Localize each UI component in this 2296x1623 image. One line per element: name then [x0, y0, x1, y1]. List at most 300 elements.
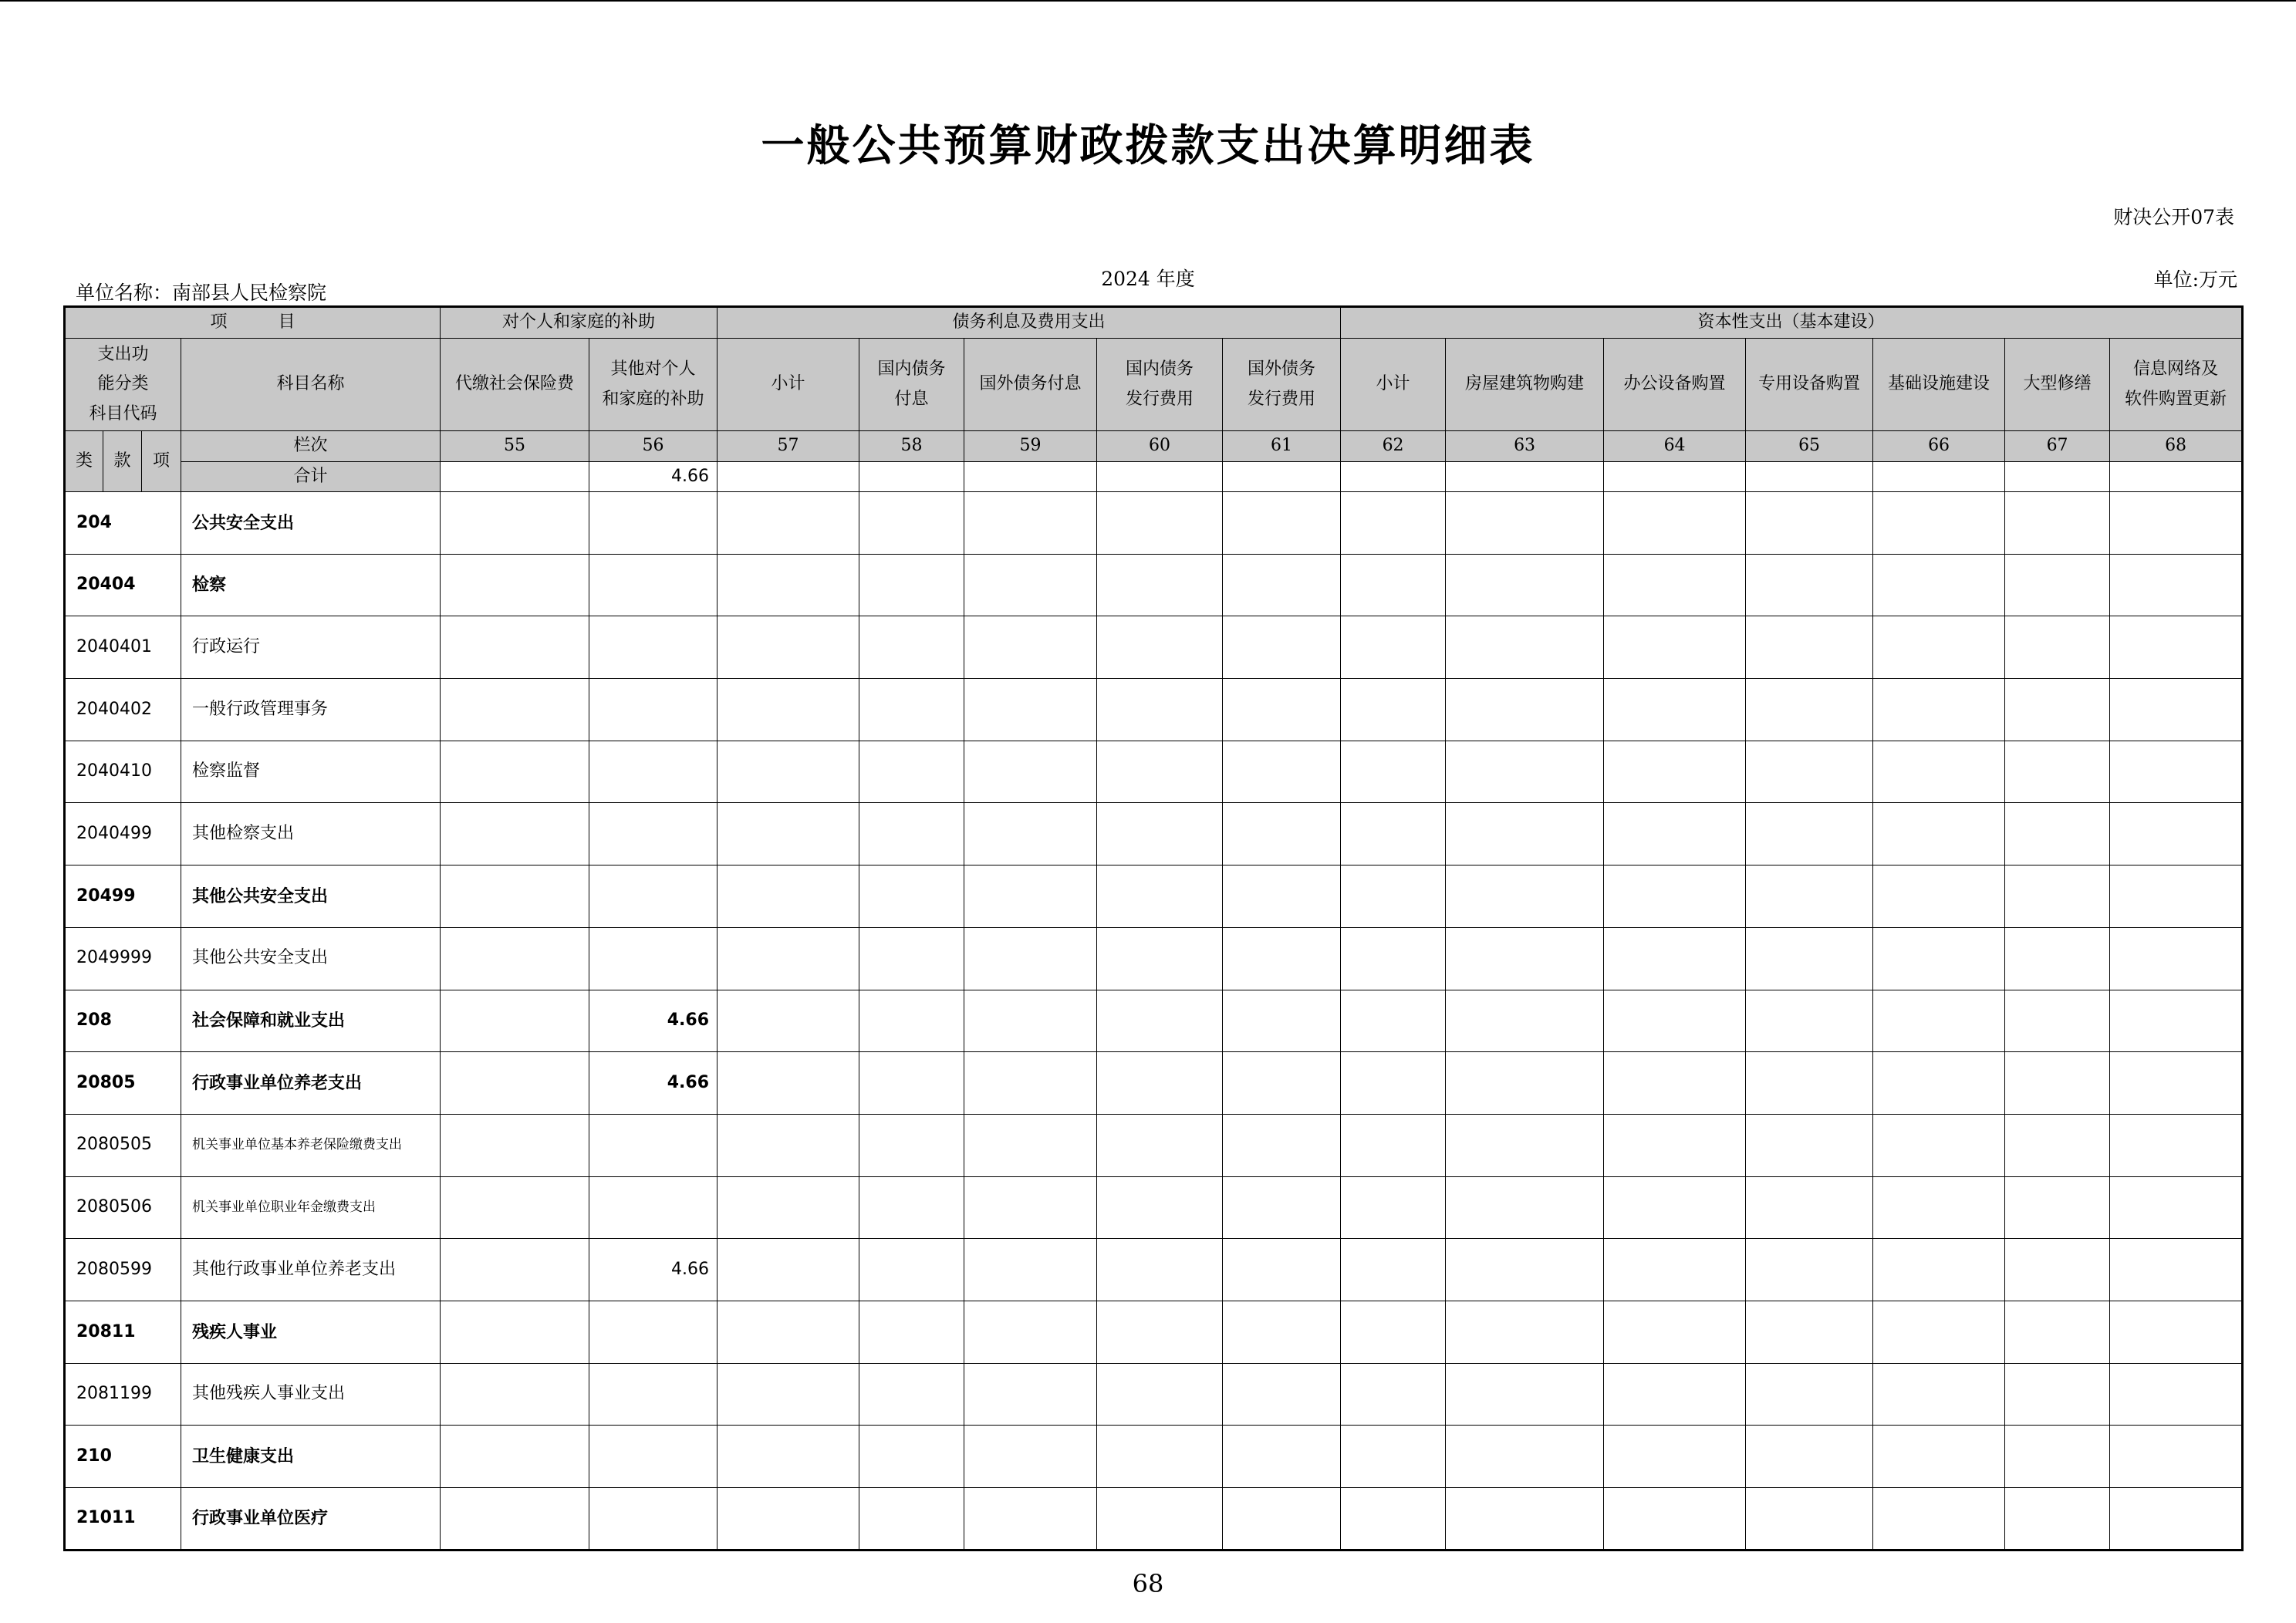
column-number: 68: [2110, 431, 2243, 462]
value-cell: [1604, 1363, 1746, 1426]
column-header: 专用设备购置: [1746, 339, 1873, 431]
value-cell: [1341, 741, 1446, 803]
subject-code: 2049999: [65, 927, 181, 990]
value-cell: [1746, 803, 1873, 865]
value-cell: [1223, 1052, 1341, 1115]
value-cell: [1097, 1488, 1223, 1550]
value-cell: [1097, 1363, 1223, 1426]
value-cell: [1604, 990, 1746, 1052]
column-number: 58: [859, 431, 964, 462]
value-cell: [1604, 1239, 1746, 1301]
value-cell: [1097, 1176, 1223, 1239]
subject-name: 其他残疾人事业支出: [181, 1363, 441, 1426]
value-cell: [1873, 492, 2005, 555]
value-cell: [1223, 990, 1341, 1052]
value-cell: [441, 803, 589, 865]
table-row: [65, 1114, 2243, 1176]
column-number: 57: [718, 431, 859, 462]
table-row: [65, 865, 2243, 928]
value-cell: [1223, 1301, 1341, 1363]
value-cell: [1341, 1114, 1446, 1176]
value-cell: [1223, 803, 1341, 865]
value-cell: [1873, 679, 2005, 741]
column-header: 办公设备购置: [1604, 339, 1746, 431]
value-cell: [718, 1239, 859, 1301]
total-value-cell: [1223, 461, 1341, 492]
table-row: [65, 741, 2243, 803]
subject-name: 公共安全支出: [181, 492, 441, 555]
value-cell: [441, 865, 589, 928]
value-cell: [964, 865, 1097, 928]
table-row: [65, 679, 2243, 741]
value-cell: [441, 1426, 589, 1488]
value-cell: [859, 741, 964, 803]
value-cell: [1446, 1301, 1604, 1363]
value-cell: [1604, 1114, 1746, 1176]
value-cell: [589, 492, 718, 555]
group-debt-header: 债务利息及费用支出: [718, 307, 1341, 339]
value-cell: [1446, 616, 1604, 679]
value-cell: [1446, 1239, 1604, 1301]
value-cell: [2110, 616, 2243, 679]
value-cell: [1341, 1239, 1446, 1301]
value-cell: [1223, 1488, 1341, 1550]
table-row: [65, 990, 2243, 1052]
value-cell: [1223, 616, 1341, 679]
value-cell: [2005, 492, 2110, 555]
value-cell: [1446, 1052, 1604, 1115]
value-cell: [2005, 1426, 2110, 1488]
subject-name: 行政运行: [181, 616, 441, 679]
page-title: 一般公共预算财政拨款支出决算明细表: [761, 120, 1535, 171]
value-cell: [859, 1488, 964, 1550]
value-cell: [859, 865, 964, 928]
subject-code: 2040402: [65, 679, 181, 741]
total-value-cell: [1873, 461, 2005, 492]
value-cell: [859, 492, 964, 555]
value-cell: [2005, 616, 2110, 679]
value-cell: [964, 554, 1097, 616]
value-cell: [1873, 927, 2005, 990]
value-cell: [2005, 1052, 2110, 1115]
table-row: [65, 1363, 2243, 1426]
value-cell: [718, 554, 859, 616]
value-cell: [1873, 1052, 2005, 1115]
page-number: 68: [1132, 1569, 1164, 1598]
value-cell: [2110, 1363, 2243, 1426]
value-cell: [1873, 1176, 2005, 1239]
item-header: 项 目: [65, 307, 441, 339]
subject-name: 行政事业单位医疗: [181, 1488, 441, 1550]
value-cell: [1097, 679, 1223, 741]
value-cell: [441, 741, 589, 803]
value-cell: [964, 616, 1097, 679]
value-cell: [1341, 990, 1446, 1052]
value-cell: [1873, 865, 2005, 928]
value-cell: [1446, 1426, 1604, 1488]
value-cell: [589, 865, 718, 928]
value-cell: [859, 1239, 964, 1301]
subject-code: 20811: [65, 1301, 181, 1363]
value-cell: [2005, 741, 2110, 803]
currency-unit: 单位:万元: [2153, 268, 2237, 291]
value-cell: 4.66: [589, 990, 718, 1052]
table-row: [65, 1301, 2243, 1363]
value-cell: 4.66: [589, 1239, 718, 1301]
value-cell: [1604, 741, 1746, 803]
value-cell: [1446, 865, 1604, 928]
value-cell: [589, 741, 718, 803]
value-cell: [1097, 927, 1223, 990]
total-value-cell: [1446, 461, 1604, 492]
value-cell: [964, 927, 1097, 990]
value-cell: [1446, 1114, 1604, 1176]
value-cell: [1873, 1301, 2005, 1363]
value-cell: [964, 1052, 1097, 1115]
value-cell: [1446, 492, 1604, 555]
value-cell: [964, 1426, 1097, 1488]
value-cell: [1097, 741, 1223, 803]
value-cell: [1873, 554, 2005, 616]
value-cell: [1097, 616, 1223, 679]
subject-code: 208: [65, 990, 181, 1052]
value-cell: [1341, 1363, 1446, 1426]
total-value-cell: [1746, 461, 1873, 492]
total-value-cell: [1604, 461, 1746, 492]
table-row: [65, 616, 2243, 679]
value-cell: [1341, 865, 1446, 928]
value-cell: [589, 1488, 718, 1550]
column-number: 64: [1604, 431, 1746, 462]
column-number: 59: [964, 431, 1097, 462]
value-cell: [441, 1114, 589, 1176]
table-row: [65, 492, 2243, 555]
column-header: 小计: [718, 339, 859, 431]
func-code-header: 支出功 能分类 科目代码: [65, 339, 181, 431]
value-cell: [1746, 1426, 1873, 1488]
subject-name-header: 科目名称: [181, 339, 441, 431]
lei-header: 类: [65, 431, 103, 492]
value-cell: [1097, 865, 1223, 928]
value-cell: [1446, 1363, 1604, 1426]
value-cell: [1223, 492, 1341, 555]
total-value-cell: [1341, 461, 1446, 492]
subject-name: 行政事业单位养老支出: [181, 1052, 441, 1115]
value-cell: [859, 1176, 964, 1239]
value-cell: [1604, 1426, 1746, 1488]
column-header: 房屋建筑物购建: [1446, 339, 1604, 431]
value-cell: [1604, 927, 1746, 990]
value-cell: [1223, 1114, 1341, 1176]
value-cell: [1097, 1426, 1223, 1488]
value-cell: [1446, 1176, 1604, 1239]
value-cell: [1341, 1052, 1446, 1115]
value-cell: [2110, 1176, 2243, 1239]
value-cell: [2005, 1239, 2110, 1301]
column-number: 63: [1446, 431, 1604, 462]
value-cell: [964, 990, 1097, 1052]
subject-name: 其他公共安全支出: [181, 927, 441, 990]
column-header: 小计: [1341, 339, 1446, 431]
subject-code: 2040499: [65, 803, 181, 865]
column-number: 62: [1341, 431, 1446, 462]
value-cell: [2110, 803, 2243, 865]
value-cell: [1873, 1363, 2005, 1426]
column-header: 国外债务付息: [964, 339, 1097, 431]
value-cell: [1341, 492, 1446, 555]
value-cell: [589, 616, 718, 679]
value-cell: [859, 803, 964, 865]
value-cell: [859, 679, 964, 741]
value-cell: [1341, 927, 1446, 990]
value-cell: [1341, 1426, 1446, 1488]
subject-name: 检察监督: [181, 741, 441, 803]
value-cell: [1446, 741, 1604, 803]
value-cell: [859, 1052, 964, 1115]
table-row: [65, 1426, 2243, 1488]
subject-code: 21011: [65, 1488, 181, 1550]
value-cell: [718, 741, 859, 803]
unit-name: 单位名称：南部县人民检察院: [76, 282, 327, 304]
subject-name: 机关事业单位基本养老保险缴费支出: [181, 1114, 441, 1176]
value-cell: [2005, 679, 2110, 741]
value-cell: [718, 1488, 859, 1550]
value-cell: [441, 554, 589, 616]
subject-code: 2080505: [65, 1114, 181, 1176]
value-cell: [1746, 1176, 1873, 1239]
subject-name: 社会保障和就业支出: [181, 990, 441, 1052]
value-cell: [2110, 990, 2243, 1052]
value-cell: [1873, 1114, 2005, 1176]
value-cell: [2110, 1488, 2243, 1550]
value-cell: [1446, 927, 1604, 990]
subject-code: 20499: [65, 865, 181, 928]
value-cell: [964, 679, 1097, 741]
value-cell: [441, 616, 589, 679]
total-value-cell: 4.66: [589, 461, 718, 492]
value-cell: [441, 1052, 589, 1115]
value-cell: [2005, 865, 2110, 928]
value-cell: [589, 803, 718, 865]
value-cell: [859, 1114, 964, 1176]
table-row: [65, 1488, 2243, 1550]
value-cell: [1223, 1426, 1341, 1488]
subject-code: 2040401: [65, 616, 181, 679]
value-cell: [964, 1176, 1097, 1239]
total-value-cell: [859, 461, 964, 492]
column-number: 55: [441, 431, 589, 462]
subject-name: 其他行政事业单位养老支出: [181, 1239, 441, 1301]
value-cell: [718, 927, 859, 990]
value-cell: [718, 865, 859, 928]
value-cell: [1746, 1363, 1873, 1426]
value-cell: [2005, 1301, 2110, 1363]
value-cell: [441, 1239, 589, 1301]
value-cell: [441, 990, 589, 1052]
value-cell: [2005, 554, 2110, 616]
table-row: [65, 803, 2243, 865]
value-cell: [1223, 1239, 1341, 1301]
value-cell: [1223, 1363, 1341, 1426]
total-value-cell: [441, 461, 589, 492]
value-cell: [1873, 616, 2005, 679]
value-cell: [1873, 990, 2005, 1052]
value-cell: [1873, 1239, 2005, 1301]
value-cell: [1097, 990, 1223, 1052]
value-cell: [2110, 554, 2243, 616]
value-cell: [2110, 741, 2243, 803]
value-cell: [859, 1301, 964, 1363]
table-row: [65, 927, 2243, 990]
column-number: 61: [1223, 431, 1341, 462]
value-cell: [964, 1239, 1097, 1301]
column-header: 国内债务 付息: [859, 339, 964, 431]
value-cell: [718, 1426, 859, 1488]
value-cell: [1746, 616, 1873, 679]
subject-code: 210: [65, 1426, 181, 1488]
column-header: 基础设施建设: [1873, 339, 2005, 431]
value-cell: [2005, 1488, 2110, 1550]
subject-code: 2080506: [65, 1176, 181, 1239]
value-cell: 4.66: [589, 1052, 718, 1115]
value-cell: [1223, 1176, 1341, 1239]
group-personal-header: 对个人和家庭的补助: [441, 307, 718, 339]
value-cell: [1746, 1239, 1873, 1301]
column-header: 信息网络及 软件购置更新: [2110, 339, 2243, 431]
kuan-header: 款: [103, 431, 142, 492]
total-value-cell: [964, 461, 1097, 492]
column-number: 56: [589, 431, 718, 462]
value-cell: [1446, 554, 1604, 616]
total-label: 合计: [181, 461, 441, 492]
value-cell: [1604, 492, 1746, 555]
column-header: 代缴社会保险费: [441, 339, 589, 431]
value-cell: [1604, 1488, 1746, 1550]
total-value-cell: [718, 461, 859, 492]
value-cell: [1873, 741, 2005, 803]
table-row: [65, 554, 2243, 616]
value-cell: [1873, 803, 2005, 865]
value-cell: [2005, 803, 2110, 865]
column-header: 其他对个人 和家庭的补助: [589, 339, 718, 431]
value-cell: [2110, 1426, 2243, 1488]
value-cell: [1604, 1301, 1746, 1363]
value-cell: [589, 679, 718, 741]
subject-code: 20404: [65, 554, 181, 616]
value-cell: [2005, 990, 2110, 1052]
value-cell: [589, 1114, 718, 1176]
value-cell: [1223, 741, 1341, 803]
column-number: 60: [1097, 431, 1223, 462]
subject-code: 204: [65, 492, 181, 555]
value-cell: [718, 1176, 859, 1239]
value-cell: [1746, 1114, 1873, 1176]
value-cell: [441, 679, 589, 741]
value-cell: [1746, 1301, 1873, 1363]
value-cell: [1604, 1176, 1746, 1239]
subject-name: 其他检察支出: [181, 803, 441, 865]
value-cell: [1341, 1176, 1446, 1239]
value-cell: [1223, 679, 1341, 741]
value-cell: [1746, 741, 1873, 803]
value-cell: [1604, 803, 1746, 865]
subject-name: 一般行政管理事务: [181, 679, 441, 741]
value-cell: [1341, 554, 1446, 616]
value-cell: [859, 554, 964, 616]
total-value-cell: [2005, 461, 2110, 492]
value-cell: [964, 803, 1097, 865]
value-cell: [2005, 1176, 2110, 1239]
value-cell: [441, 927, 589, 990]
value-cell: [964, 492, 1097, 555]
value-cell: [2005, 1363, 2110, 1426]
value-cell: [1446, 1488, 1604, 1550]
value-cell: [589, 1363, 718, 1426]
subject-name: 卫生健康支出: [181, 1426, 441, 1488]
value-cell: [718, 492, 859, 555]
value-cell: [1446, 679, 1604, 741]
value-cell: [2110, 492, 2243, 555]
value-cell: [964, 1363, 1097, 1426]
value-cell: [1341, 616, 1446, 679]
value-cell: [1746, 1488, 1873, 1550]
value-cell: [718, 679, 859, 741]
value-cell: [441, 1363, 589, 1426]
value-cell: [859, 927, 964, 990]
value-cell: [1341, 1301, 1446, 1363]
value-cell: [964, 1488, 1097, 1550]
value-cell: [1873, 1426, 2005, 1488]
value-cell: [1604, 616, 1746, 679]
value-cell: [859, 990, 964, 1052]
value-cell: [1446, 990, 1604, 1052]
value-cell: [1746, 554, 1873, 616]
value-cell: [1341, 679, 1446, 741]
value-cell: [2110, 1114, 2243, 1176]
value-cell: [1223, 927, 1341, 990]
subject-code: 2040410: [65, 741, 181, 803]
value-cell: [964, 741, 1097, 803]
value-cell: [718, 1052, 859, 1115]
value-cell: [441, 1176, 589, 1239]
column-header: 国外债务 发行费用: [1223, 339, 1341, 431]
value-cell: [2110, 1239, 2243, 1301]
value-cell: [2005, 1114, 2110, 1176]
value-cell: [1097, 1239, 1223, 1301]
value-cell: [589, 1301, 718, 1363]
value-cell: [1097, 1052, 1223, 1115]
value-cell: [1341, 1488, 1446, 1550]
subject-name: 其他公共安全支出: [181, 865, 441, 928]
value-cell: [718, 1114, 859, 1176]
column-number: 67: [2005, 431, 2110, 462]
value-cell: [1097, 1114, 1223, 1176]
column-number: 65: [1746, 431, 1873, 462]
value-cell: [718, 990, 859, 1052]
table-row: [65, 1052, 2243, 1115]
value-cell: [1746, 927, 1873, 990]
column-number: 66: [1873, 431, 2005, 462]
value-cell: [1746, 1052, 1873, 1115]
value-cell: [1604, 865, 1746, 928]
top-border-line: [0, 0, 2296, 2]
value-cell: [1746, 679, 1873, 741]
value-cell: [1223, 865, 1341, 928]
expenditure-table: [63, 305, 2244, 1551]
value-cell: [2110, 927, 2243, 990]
subject-name: 检察: [181, 554, 441, 616]
table-row: [65, 1176, 2243, 1239]
